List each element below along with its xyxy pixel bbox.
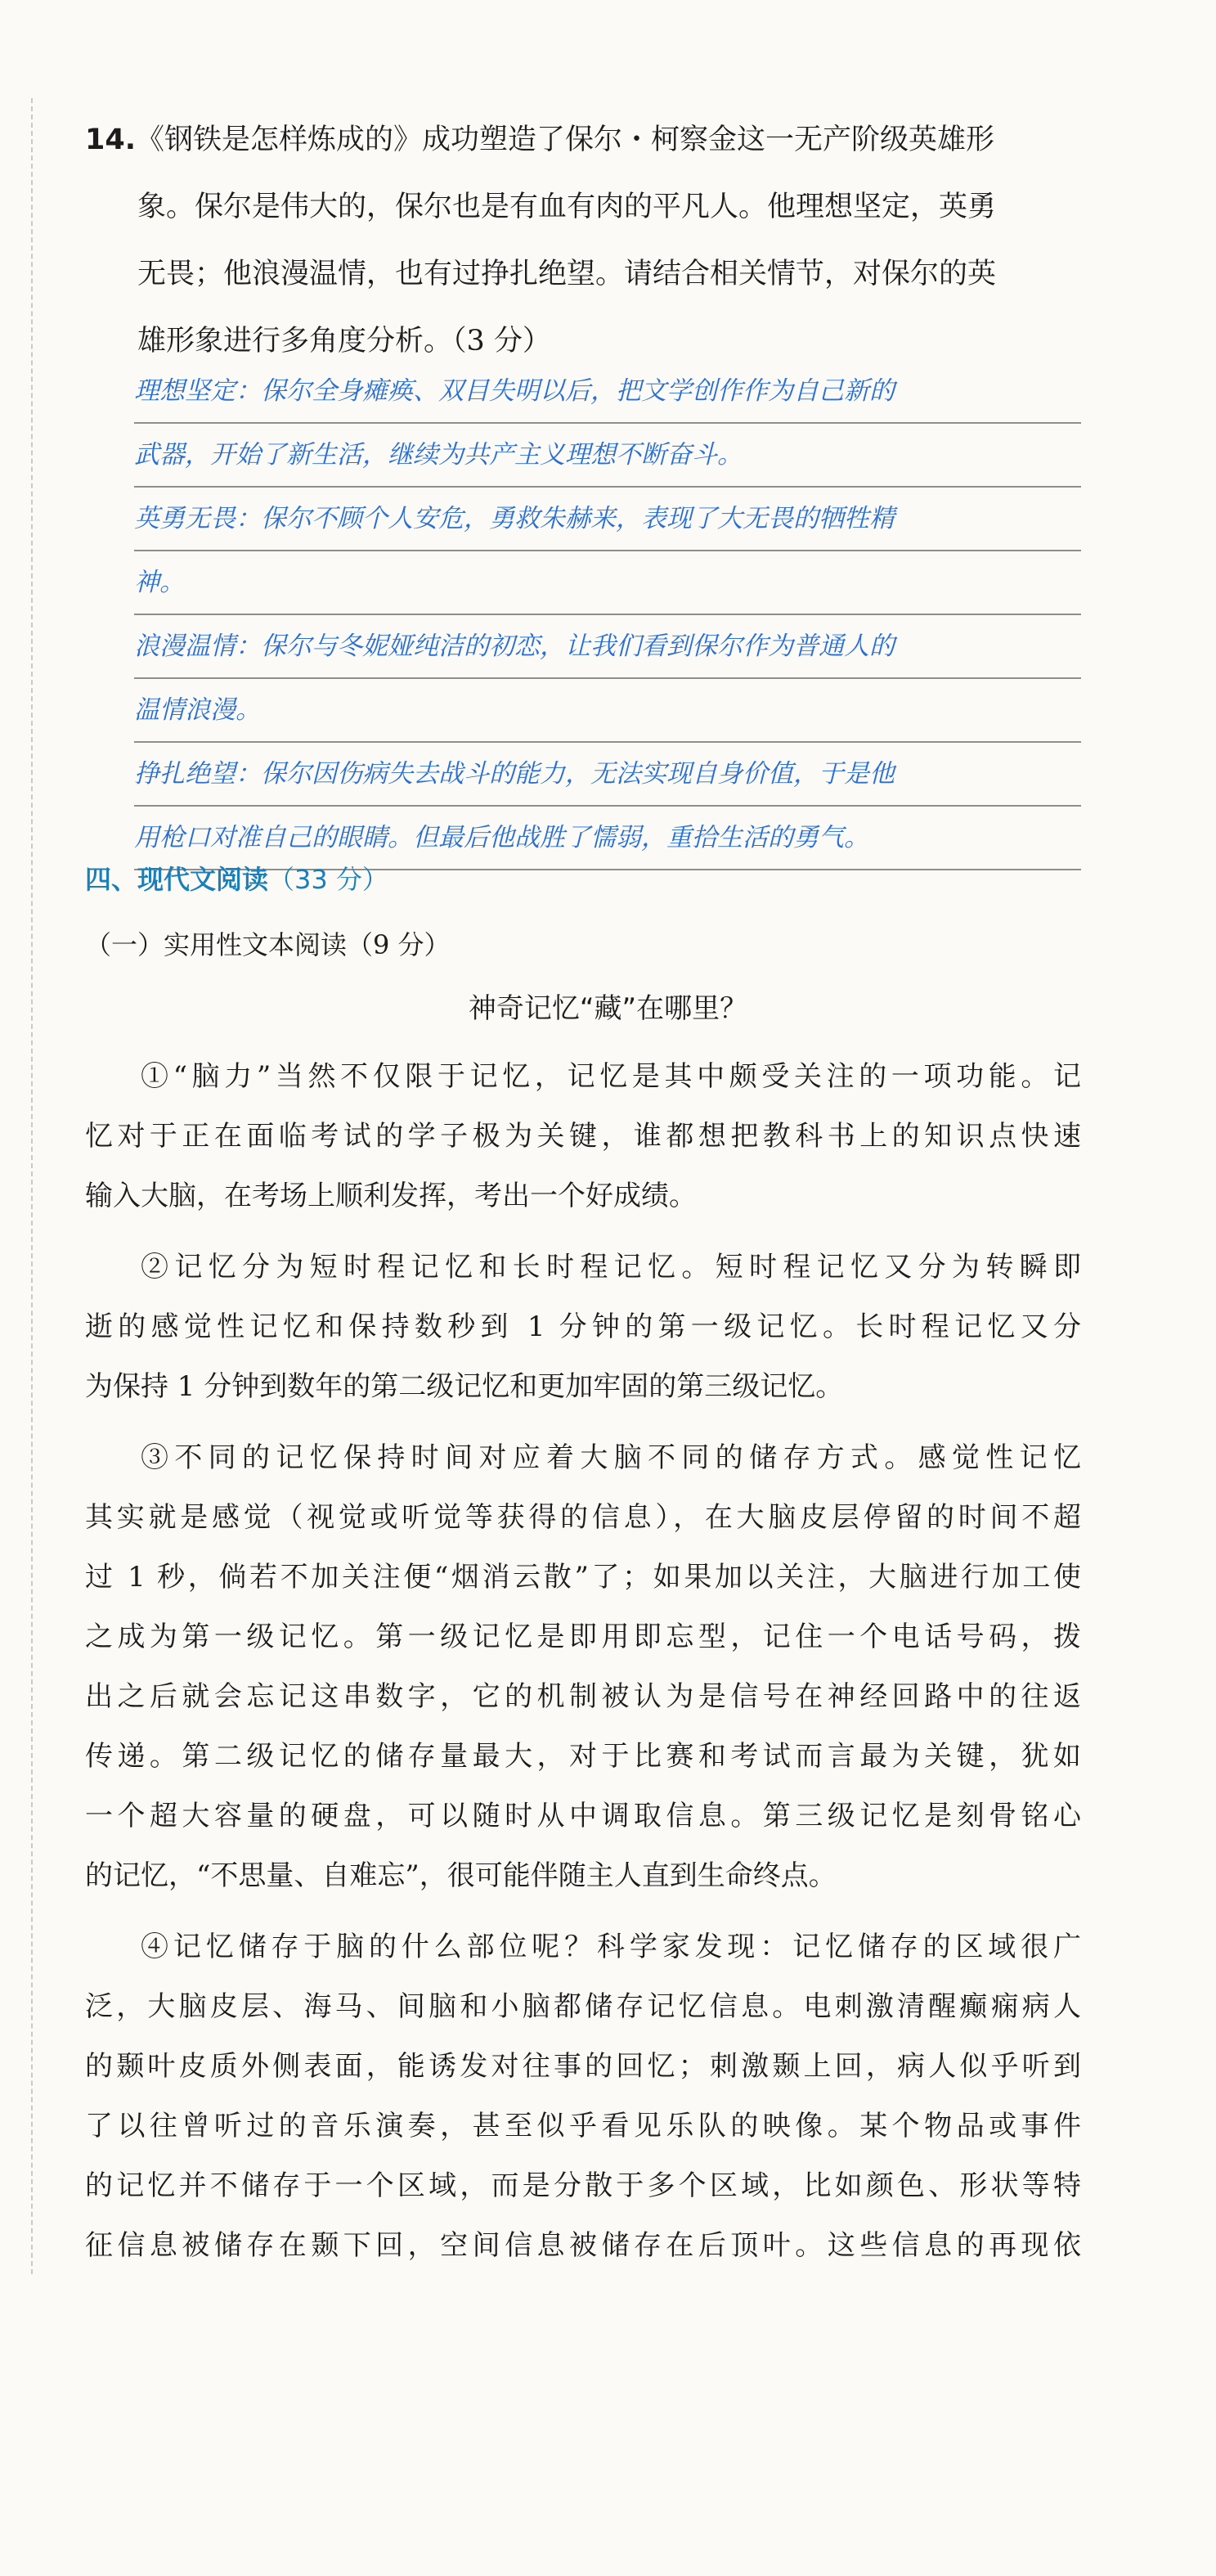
section-title: 四、现代文阅读 — [85, 864, 269, 895]
article-line: 之成为第一级记忆。第一级记忆是即用即忘型，记住一个电话号码，拨 — [85, 1621, 1081, 1653]
paragraph-gap — [85, 1906, 1081, 1917]
question-14-line-1 — [85, 106, 1091, 173]
answer-line: 英勇无畏：保尔不顾个人安危，勇救朱赫来，表现了大无畏的牺牲精 — [134, 488, 1081, 551]
article-line: 过 1 秒，倘若不加关注便“烟消云散”了；如果加以关注，大脑进行加工使 — [85, 1561, 1081, 1594]
article-line: 为保持 1 分钟到数年的第二级记忆和更加牢固的第三级记忆。 — [85, 1370, 844, 1403]
answer-line: 挣扎绝望：保尔因伤病失去战斗的能力，无法实现自身价值，于是他 — [134, 743, 1081, 807]
answer-line: 理想坚定：保尔全身瘫痪、双目失明以后，把文学创作作为自己新的 — [134, 360, 1081, 424]
answer-line: 神。 — [134, 551, 1081, 615]
answer-line: 温情浪漫。 — [134, 679, 1081, 743]
article-line: 逝的感觉性记忆和保持数秒到 1 分钟的第一级记忆。长时程记忆又分 — [85, 1310, 1081, 1343]
paragraph-gap — [85, 1226, 1081, 1238]
article-line: 的记忆，“不思量、自难忘”，很可能伴随主人直到生命终点。 — [85, 1859, 837, 1892]
question-number: 14. — [85, 124, 137, 156]
sub-section-heading: （一）实用性文本阅读（9 分） — [85, 929, 451, 960]
article-title: 神奇记忆“藏”在哪里？ — [468, 992, 748, 1025]
question-14-line-3: 无畏；他浪漫温情，也有过挣扎绝望。请结合相关情节，对保尔的英 — [137, 258, 997, 290]
section-score: （33 分） — [268, 864, 388, 895]
article-body — [85, 1047, 1081, 2276]
section-heading — [85, 859, 388, 897]
article-line: 出之后就会忘记这串数字，它的机制被认为是信号在神经回路中的往返 — [85, 1680, 1081, 1713]
article-line: 的记忆并不储存于一个区域，而是分散于多个区域，比如颜色、形状等特 — [85, 2169, 1081, 2202]
handwritten-answer — [134, 360, 1081, 870]
article-line: 泛，大脑皮层、海马、间脑和小脑都储存记忆信息。电刺激清醒癫痫病人 — [85, 1990, 1081, 2023]
paragraph-gap — [85, 1417, 1081, 1428]
article-line: 其实就是感觉（视觉或听觉等获得的信息），在大脑皮层停留的时间不超 — [85, 1501, 1081, 1534]
article-line: ③不同的记忆保持时间对应着大脑不同的储存方式。感觉性记忆 — [141, 1441, 1081, 1474]
article-line: 的颞叶皮质外侧表面，能诱发对往事的回忆；刺激颞上回，病人似乎听到 — [85, 2050, 1081, 2083]
question-text: 《钢铁是怎样炼成的》成功塑造了保尔・柯察金这一无产阶级英雄形 — [136, 124, 995, 156]
article-line: 忆对于正在面临考试的学子极为关键，谁都想把教科书上的知识点快速 — [85, 1120, 1081, 1153]
answer-line: 武器，开始了新生活，继续为共产主义理想不断奋斗。 — [134, 424, 1081, 488]
question-14-line-4: 雄形象进行多角度分析。（3 分） — [137, 325, 551, 357]
article-line: ①“脑力”当然不仅限于记忆，记忆是其中颇受关注的一项功能。记 — [141, 1060, 1081, 1093]
article-line: 征信息被储存在颞下回，空间信息被储存在后顶叶。这些信息的再现依 — [85, 2229, 1081, 2262]
answer-line: 用枪口对准自己的眼睛。但最后他战胜了懦弱，重拾生活的勇气。 — [134, 807, 1081, 870]
answer-line: 浪漫温情：保尔与冬妮娅纯洁的初恋，让我们看到保尔作为普通人的 — [134, 615, 1081, 679]
article-line: 输入大脑，在考场上顺利发挥，考出一个好成绩。 — [85, 1180, 697, 1212]
article-line: 了以往曾听过的音乐演奏，甚至似乎看见乐队的映像。某个物品或事件 — [85, 2110, 1081, 2142]
question-14 — [85, 106, 1091, 375]
article-line: ②记忆分为短时程记忆和长时程记忆。短时程记忆又分为转瞬即 — [141, 1251, 1081, 1284]
binding-margin-line — [31, 98, 33, 2274]
question-14-line-2: 象。保尔是伟大的，保尔也是有血有肉的平凡人。他理想坚定，英勇 — [137, 191, 997, 223]
article-line: 一个超大容量的硬盘，可以随时从中调取信息。第三级记忆是刻骨铭心 — [85, 1800, 1081, 1832]
article-line: ④记忆储存于脑的什么部位呢？科学家发现：记忆储存的区域很广 — [141, 1931, 1081, 1963]
article-line: 传递。第二级记忆的储存量最大，对于比赛和考试而言最为关键，犹如 — [85, 1740, 1081, 1773]
